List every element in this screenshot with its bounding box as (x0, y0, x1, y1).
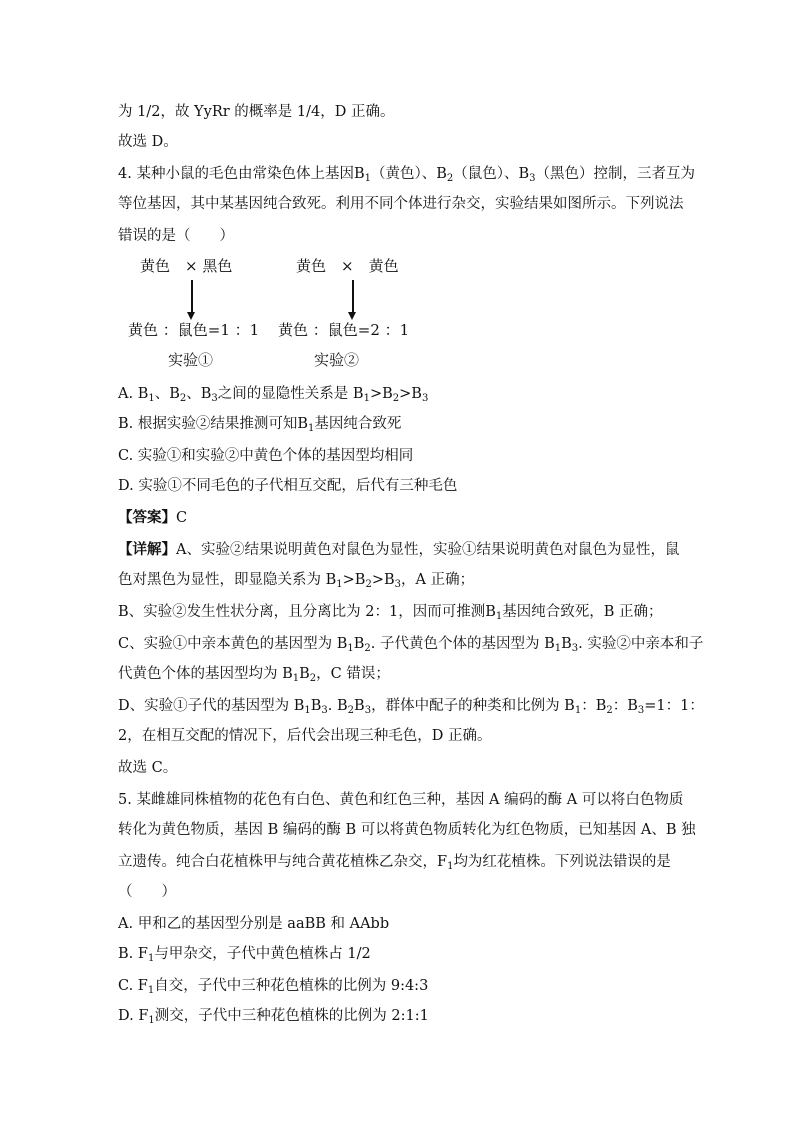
text-run: D、实验①子代的基因型为 B (118, 698, 305, 714)
question-5-stem: 5. 某雌雄同株植物的花色有白色、黄色和红色三种，基因 A 编码的酶 A 可以将白色物质 (118, 792, 684, 808)
subscript: 3 (421, 393, 429, 404)
text-run: 测交，子代中三种花色植株的比例为 2:1:1 (154, 1008, 429, 1024)
text-run: 与甲杂交，子代中黄色植株占 1/2 (154, 946, 371, 962)
subscript: 1 (495, 611, 503, 622)
text-run: （黄色）、B (370, 166, 447, 182)
text-run: . 子代黄色个体的基因型为 B (370, 636, 555, 652)
text-run: A. B (118, 386, 149, 402)
subscript: 2 (309, 673, 317, 684)
text-run: B、实验②发生性状分离，且分离比为 2：1，因而可推测B (118, 604, 496, 620)
explanation-c (118, 634, 703, 659)
text-run: B (310, 698, 322, 714)
text-run: ：B (612, 698, 638, 714)
subscript: 1 (292, 673, 300, 684)
text-run: 立遗传。纯合白花植株甲与纯合黄花植株乙杂交，F (118, 854, 448, 870)
q5-option-a: A. 甲和乙的基因型分别是 aaBB 和 AAbb (118, 916, 390, 932)
text-run: ，群体中配子的种类和比例为 B (371, 698, 575, 714)
text-run: 色对黑色为显性，即显隐关系为 B (118, 572, 337, 588)
text-run: >B (369, 386, 393, 402)
answer (118, 508, 187, 528)
subscript: 2 (365, 579, 372, 590)
text-run: =1：1： (644, 698, 704, 714)
text-run: B. F (118, 946, 148, 962)
subscript: 3 (637, 705, 645, 716)
q5-option-d (118, 1006, 429, 1031)
text-run: 代黄色个体的基因型均为 B (118, 666, 293, 682)
text-line: 转化为黄色物质，基因 B 编码的酶 B 可以将黄色物质转化为红色物质，已知基因 A、B 独 (118, 822, 696, 838)
text-run: >B (342, 572, 366, 588)
subscript: 3 (529, 173, 536, 184)
text-line: 错误的是（ ） (118, 228, 234, 244)
text-line: 2，在相互交配的情况下，后代会出现三种毛色，D 正确。 (118, 728, 492, 744)
subscript: 3 (394, 579, 402, 590)
text-line: 故选 D。 (118, 134, 178, 150)
text-run: C. F (118, 978, 148, 994)
text-run: D. F (118, 1008, 149, 1024)
subscript: 1 (336, 579, 343, 590)
text-run: B (353, 636, 365, 652)
subscript: 2 (446, 173, 454, 184)
cross-diagram (0, 250, 794, 380)
text-run: B (299, 666, 310, 682)
text-run: ，C 错误； (316, 666, 390, 682)
text-run: （黑色）控制，三者互为 (535, 166, 696, 182)
explanation-label: 【详解】 (118, 541, 176, 558)
text-run: >B (399, 386, 422, 402)
text-run: B. 根据实验②结果推测可知B (118, 416, 309, 432)
subscript: 1 (148, 1015, 155, 1026)
text-run: 4. 某种小鼠的毛色由常染色体上基因B (118, 166, 365, 182)
subscript: 1 (148, 393, 155, 404)
text-run: B (561, 636, 572, 652)
subscript: 1 (447, 861, 454, 872)
subscript: 1 (304, 705, 311, 716)
exp1-parents: 黄色 × 黑色 (140, 257, 233, 275)
exp1-offspring: 黄色 ：鼠色=1 ：1 (128, 321, 260, 339)
subscript: 1 (147, 985, 155, 996)
subscript: 1 (363, 393, 370, 404)
text-run: 、B (154, 386, 180, 402)
text-line: 为 1/2，故 YyRr 的概率是 1/4，D 正确。 (118, 104, 395, 120)
text-run: . 实验②中亲本和子 (578, 636, 704, 652)
text-run: 自交，子代中三种花色植株的比例为 9:4:3 (154, 978, 429, 994)
subscript: 2 (364, 643, 371, 654)
text-run: 、B (186, 386, 212, 402)
option-b (118, 414, 401, 439)
subscript: 2 (179, 393, 187, 404)
answer-value: C (176, 510, 188, 526)
text-run: （鼠色）、B (453, 166, 530, 182)
text-run: ，A 正确； (401, 572, 475, 588)
subscript: 3 (211, 393, 218, 404)
arrow-head (348, 312, 356, 320)
answer-label: 【答案】 (118, 509, 176, 526)
text-line (118, 852, 671, 877)
explanation-c-cont (118, 664, 390, 689)
text-run: ：B (581, 698, 607, 714)
subscript: 3 (364, 705, 372, 716)
q5-option-b (118, 944, 371, 969)
option-c: C. 实验①和实验②中黄色个体的基因型均相同 (118, 448, 414, 464)
arrow-line (352, 280, 354, 314)
explanation-a-cont (118, 570, 474, 595)
text-run: C、实验①中亲本黄色的基因型为 B (118, 636, 348, 652)
text-run: >B (371, 572, 395, 588)
text-line: 等位基因，其中某基因纯合致死。利用不同个体进行杂交，实验结果如图所示。下列说法 (118, 196, 684, 212)
subscript: 1 (364, 173, 371, 184)
explanation-d (118, 696, 704, 721)
explanation-b (118, 602, 663, 627)
subscript: 3 (571, 643, 579, 654)
text-run: 基因纯合致死，B 正确； (502, 604, 663, 620)
text-line: 故选 C。 (118, 760, 178, 776)
explanation-a (118, 540, 679, 560)
option-d: D. 实验①不同毛色的子代相互交配，后代有三种毛色 (118, 478, 458, 494)
subscript: 1 (554, 643, 562, 654)
exp2-offspring: 黄色 ：鼠色=2 ：1 (278, 321, 410, 339)
exp1-label: 实验① (168, 351, 214, 369)
text-run: 之间的显隐性关系是 B (217, 386, 364, 402)
subscript: 2 (392, 393, 400, 404)
option-a (118, 384, 428, 409)
text-line: （ ） (118, 884, 176, 900)
arrow-line (191, 280, 193, 314)
text-run: A、实验②结果说明黄色对鼠色为显性，实验①结果说明黄色对鼠色为显性，鼠 (176, 542, 680, 558)
subscript: 2 (606, 705, 613, 716)
exp2-label: 实验② (314, 351, 360, 369)
subscript: 2 (347, 705, 355, 716)
q5-option-c (118, 976, 428, 1001)
arrow-head (187, 312, 195, 320)
subscript: 3 (321, 705, 328, 716)
text-run: 基因纯合致死 (314, 416, 402, 432)
question-4-stem (118, 164, 695, 189)
subscript: 1 (308, 423, 315, 434)
subscript: 1 (574, 705, 582, 716)
exp2-parents: 黄色 × 黄色 (296, 257, 399, 275)
subscript: 1 (347, 643, 354, 654)
text-run: 均为红花植株。下列说法错误的是 (453, 854, 671, 870)
subscript: 1 (147, 953, 155, 964)
text-run: B (354, 698, 365, 714)
text-run: . B (327, 698, 348, 714)
